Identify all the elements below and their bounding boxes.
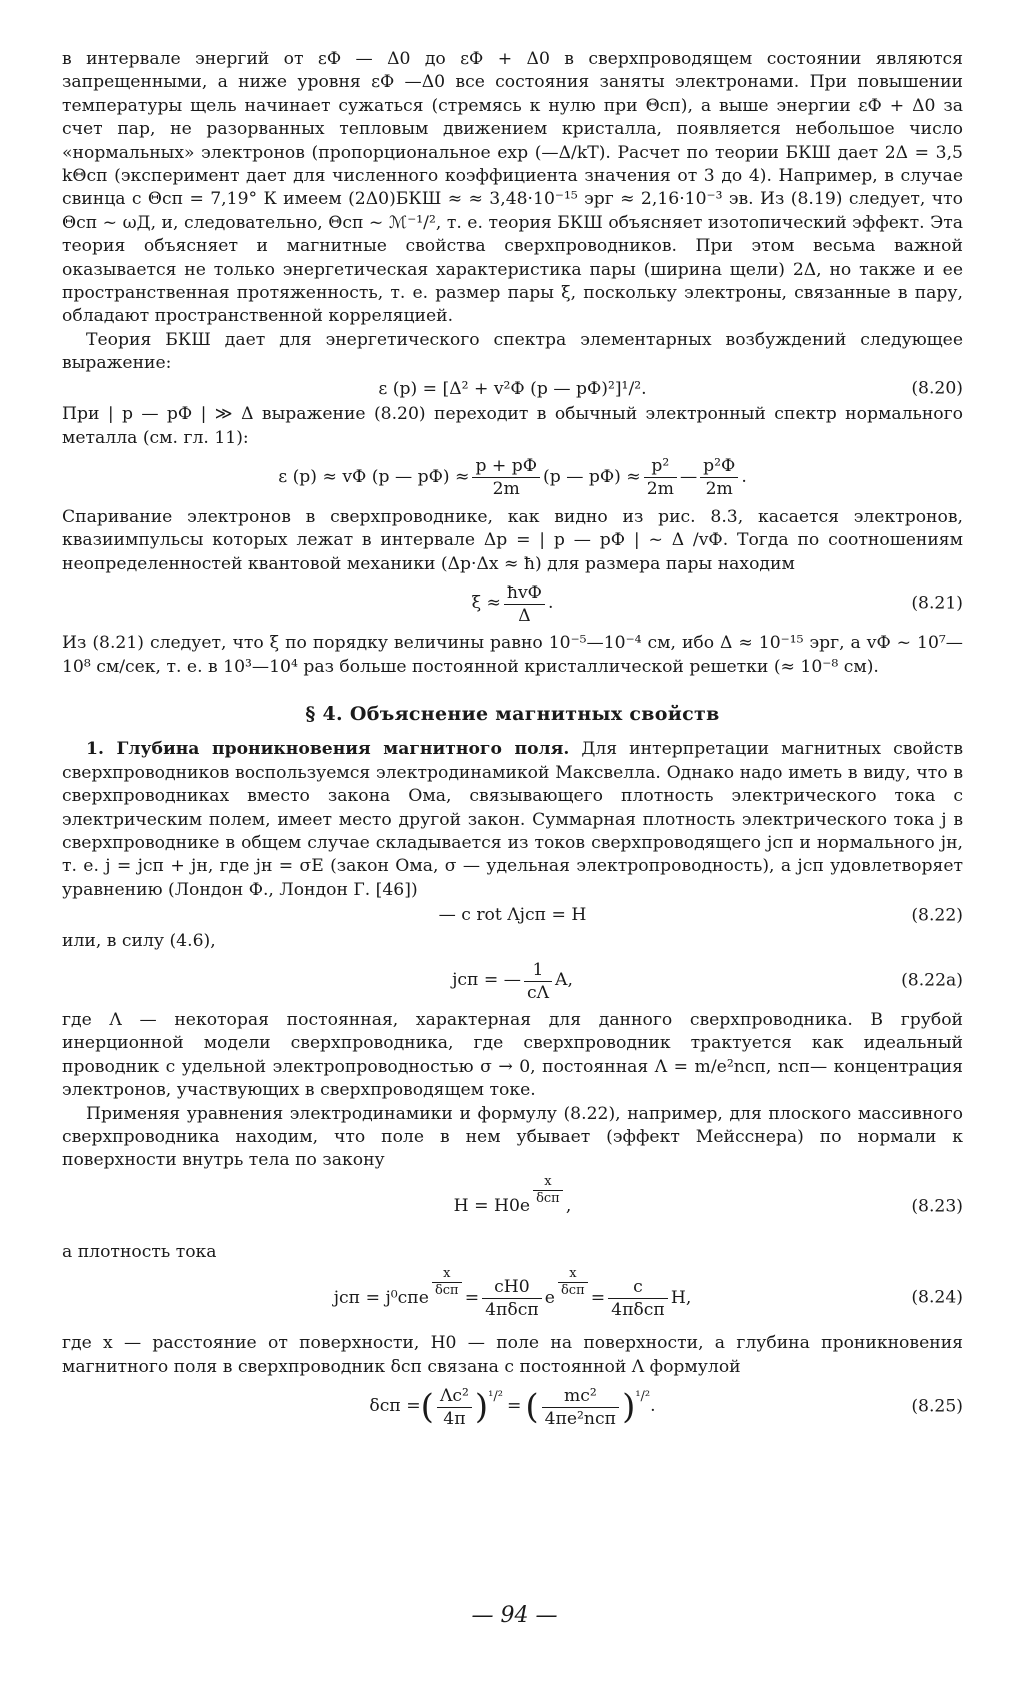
eq-8-23-end: , [565, 1196, 572, 1217]
eq-8-25-fraction-2 [542, 1385, 619, 1430]
eq-8-21-fraction [504, 582, 545, 627]
fraction-denominator: 2m [646, 479, 674, 500]
eq-8-24-eq2: = [590, 1287, 606, 1308]
paragraph-penetration-depth: где x — расстояние от поверхности, H0 — поле на поверхности, а глубина проникновения магнитного поля в сверхпроводник δсп связана с постоянной Λ формулой [62, 1333, 963, 1377]
eq-8-24-exponent-2 [558, 1266, 588, 1299]
eq-8-23-left: H = H0e [453, 1196, 531, 1217]
fraction-denominator: 2m [492, 479, 520, 500]
fraction-denominator: 4πδсп [611, 1299, 665, 1320]
paragraph-or: или, в силу (4.6), [62, 930, 216, 951]
equation-number: (8.22a) [901, 970, 963, 991]
paren-close-icon: ) [474, 1387, 489, 1428]
fraction-denominator: Δ [518, 605, 531, 626]
spectrum-fraction-2 [644, 455, 677, 500]
equation-8-22a [62, 955, 963, 1007]
paren-open-icon: ( [420, 1387, 434, 1428]
paragraph-lambda: где Λ — некоторая постоянная, характерная для данного сверхпроводника. В грубой инерционной модели сверхпроводника, где сверхпроводник трактуется как идеальный проводник с удельной электропроводностью σ → 0, постоянная Λ = m/e²nсп, nсп— концентрация электронов, участвующих в сверхпроводящем токе. [62, 1010, 963, 1101]
eq-8-22a-left: jсп = — [452, 970, 521, 991]
fraction-numerator: Λc² [437, 1385, 472, 1408]
eq-8-24-exponent [432, 1266, 462, 1299]
equation-number: (8.22) [911, 905, 963, 926]
subsection-text: Для интерпретации магнитных свойств сверхпроводников воспользуемся электродинамикой Максвелла. Однако надо иметь в виду, что в сверхпроводниках вместо закона Ома, связывающего плотность электрического тока с электрическим полем, имеет место другой закон. Суммарная плотность электрического тока j в сверхпроводнике в общем случае складывается из токов сверхпроводящего jсп и нормального jн, т. е. j = jсп + jн, где jн = σE (закон Ома, σ — удельная электропроводность), а jсп удовлетворяет уравнению (Лондон Ф., Лондон Г. [46]) [62, 739, 963, 900]
paragraph-current: а плотность тока [62, 1241, 217, 1262]
eq-8-22a-fraction [524, 959, 552, 1004]
fraction-numerator: ħvФ [504, 582, 545, 605]
eq-8-25-left: δсп = [369, 1396, 421, 1417]
paragraph-penetration [62, 738, 963, 902]
eq-8-21-left: ξ ≈ [471, 593, 501, 614]
fraction-denominator: 4πe²nсп [544, 1408, 617, 1429]
exponent-numerator: x [558, 1266, 588, 1283]
fraction-numerator: p² [644, 455, 677, 478]
equation-8-22 [62, 904, 963, 927]
equation-8-20 [62, 378, 963, 401]
subsection-heading: 1. Глубина проникновения магнитного поля. [86, 739, 570, 760]
eq-8-24-e: e [544, 1287, 555, 1308]
exponent-numerator: x [533, 1174, 563, 1191]
equation-8-20-body: ε (p) = [Δ² + v²Ф (p — pФ)²]¹/². [378, 378, 647, 399]
paragraph-bcs-spectrum: Теория БКШ дает для энергетического спектра элементарных возбуждений следующее выражение: [62, 329, 963, 374]
equation-8-25 [62, 1381, 963, 1433]
eq-8-24-fraction-1 [482, 1276, 542, 1321]
fraction-denominator: 2m [705, 479, 733, 500]
fraction-numerator: cH0 [482, 1276, 542, 1299]
fraction-denominator: 4π [443, 1408, 466, 1429]
eq-8-22a-right: A, [555, 970, 573, 991]
eq-8-24-eq: = [464, 1287, 480, 1308]
eq-8-24-fraction-2 [608, 1276, 668, 1321]
fraction-denominator: cΛ [527, 982, 550, 1003]
equation-number: (8.24) [911, 1287, 963, 1308]
equation-number: (8.21) [911, 593, 963, 614]
eq-8-25-power-2: ¹/² [635, 1389, 651, 1405]
exponent-denominator: δсп [434, 1282, 459, 1298]
eq-8-23-exponent [533, 1174, 563, 1207]
spectrum-fraction-3 [700, 455, 738, 500]
fraction-numerator: p²Ф [700, 455, 738, 478]
fraction-numerator: c [608, 1276, 668, 1299]
equation-number: (8.25) [911, 1396, 963, 1417]
spectrum-end: . [741, 467, 747, 488]
paragraph-normal-limit: При | p — pФ | ≫ Δ выражение (8.20) переходит в обычный электронный спектр нормального металла (см. гл. 11): [62, 404, 963, 448]
equation-8-22-body: — c rot Λjсп = H [438, 905, 587, 926]
eq-8-25-fraction-1 [437, 1385, 472, 1430]
paragraph-meissner: Применяя уравнения электродинамики и формулу (8.22), например, для плоского массивного сверхпроводника находим, что поле в нем убывает (эффект Мейсснера) по нормали к поверхности внутрь тела по закону [62, 1103, 963, 1171]
fraction-numerator: mc² [542, 1385, 619, 1408]
page-number: — 94 — [471, 1603, 558, 1628]
spectrum-left: ε (p) ≈ vФ (p — pФ) ≈ [278, 467, 470, 488]
fraction-numerator: 1 [524, 959, 552, 982]
exponent-denominator: δсп [536, 1191, 560, 1207]
equation-number: (8.20) [911, 378, 963, 399]
equation-number: (8.23) [911, 1196, 963, 1217]
spectrum-fraction-1 [472, 455, 540, 500]
eq-8-21-end: . [547, 593, 554, 614]
eq-8-25-mid: = [506, 1396, 522, 1417]
paren-close-icon: ) [622, 1387, 636, 1428]
spectrum-minus: — [679, 467, 698, 488]
eq-8-24-left: jсп = j⁰спe [333, 1287, 429, 1308]
paragraph-intro: в интервале энергий от εФ — Δ0 до εФ + Δ0 в сверхпроводящем состоянии являются запрещенными, а ниже уровня εФ —Δ0 все состояния заняты электронами. При повышении температуры щель начинает сужаться (стремясь к нулю при Θсп), а выше энергии εФ + Δ0 за счет пар, не разорванных тепловым движением кристалла, появляется небольшое число «нормальных» электронов (пропорциональное exp (—Δ/kT). Расчет по теории БКШ дает 2Δ = 3,5 kΘсп (эксперимент дает для численного коэффициента значения от 3 до 4). Например, в случае свинца с Θсп = 7,19° К имеем (2Δ0)БКШ ≈ ≈ 3,48·10⁻¹⁵ эрг ≈ 2,16·10⁻³ эв. Из (8.19) следует, что Θсп ~ ωД, и, следовательно, Θсп ~ ℳ⁻¹/², т. е. теория БКШ объясняет изотопический эффект. Эта теория объясняет и магнитные свойства сверхпроводников. При этом весьма важной оказывается не только энергетическая характеристика пары (ширина щели) 2Δ, но также и ее пространственная протяженность, т. е. размер пары ξ, поскольку электроны, связанные в пару, обладают пространственной корреляцией. [62, 49, 963, 327]
fraction-numerator: p + pФ [472, 455, 540, 478]
eq-8-25-power-1: ¹/² [488, 1389, 503, 1405]
equation-8-24 [62, 1266, 963, 1330]
equation-normal-spectrum [62, 452, 963, 504]
eq-8-24-end: H, [670, 1287, 692, 1308]
eq-8-25-end: . [650, 1396, 656, 1417]
exponent-numerator: x [432, 1266, 462, 1283]
equation-8-21 [62, 578, 963, 630]
equation-8-23 [62, 1175, 963, 1239]
section-title: § 4. Объяснение магнитных свойств [305, 702, 720, 725]
exponent-denominator: δсп [560, 1282, 585, 1298]
paragraph-pairing: Спаривание электронов в сверхпроводнике, как видно из рис. 8.3, касается электронов, квазиимпульсы которых лежат в интервале Δp = | p — pФ | ~ Δ /vФ. Тогда по соотношениям неопределенностей квантовой механики (Δp·Δx ≈ ħ) для размера пары находим [62, 506, 963, 574]
paren-open-icon: ( [525, 1387, 539, 1428]
paragraph-pair-size: Из (8.21) следует, что ξ по порядку величины равно 10⁻⁵—10⁻⁴ см, ибо Δ ≈ 10⁻¹⁵ эрг, а vФ ~ 10⁷—10⁸ см/сек, т. е. в 10³—10⁴ раз больше постоянной кристаллической решетки (≈ 10⁻⁸ см). [62, 633, 963, 677]
fraction-denominator: 4πδсп [485, 1299, 539, 1320]
spectrum-mid: (p — pФ) ≈ [543, 467, 641, 488]
